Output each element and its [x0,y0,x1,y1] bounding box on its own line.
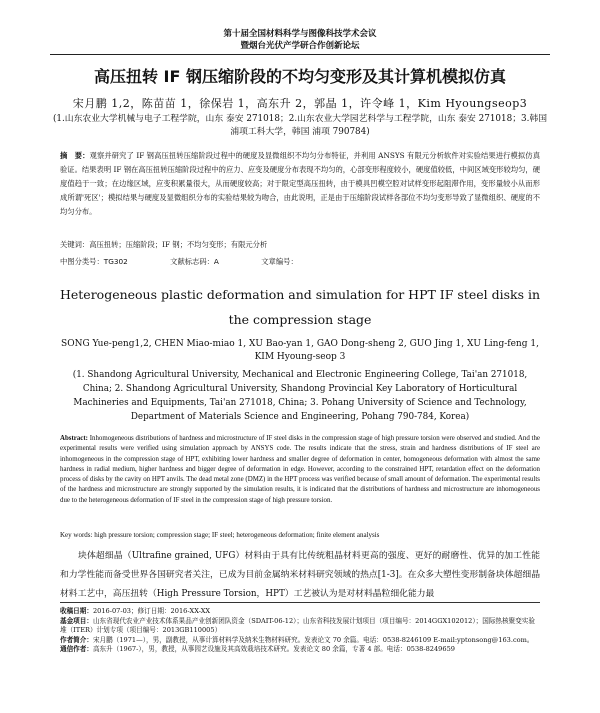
chinese-keywords-text: 高压扭转；压缩阶段；IF 钢；不均匀变形；有限元分析 [89,240,268,249]
header-divider [50,54,550,55]
body-paragraph: 块体超细晶（Ultrafine grained, UFG）材料由于具有比传统粗晶材料更高的强度、更好的耐磨性、优异的加工性能和力学性能而备受世界各国研究者关注，已成为目前金属纳米材料研究领域的热点[1-3]。在众多大塑性变形制备块体超细晶材料工艺中，高压扭转（High Pressure Torsion，HPT）工艺被认为是对材料晶粒细化能力最 [60,551,540,599]
footnote-fund [60,617,540,636]
footnote-contact [60,645,540,655]
chinese-abstract-text: 观察并研究了 IF 钢高压扭转压缩阶段过程中的硬度及显微组织不均匀分布特征，并利用 ANSYS 有限元分析软件对实验结果进行模拟仿真验证。结果表明 IF 钢在高压扭转压缩阶段过程中的应力、应变及硬度分布表现不均匀的，心部变形程度较小，硬度值较低，中间区域变形较均匀，硬度值趋于一致；在边缘区域，应变积累量很大，从而硬度较高；对于限定型高压扭转，由于模具凹模空腔对试样变形起阻滞作用，变形量较小从而形成所谓'死区'；模拟结果与硬度及显微组织分布的实验结果较为吻合，由此说明，正是由于压缩阶段试样各部位不均匀变形导致了显微组织、硬度的不均匀分布。 [60,151,540,216]
conference-header [0,28,600,52]
chinese-abstract [60,149,540,219]
english-abstract-label: Abstract: [60,435,88,442]
footnote-divider [60,602,540,603]
fund-label: 基金项目： [60,616,93,625]
chinese-keywords-label: 关键词： [60,240,90,249]
chinese-affiliation: (1.山东农业大学机械与电子工程学院，山东 泰安 271018；2.山东农业大学园艺科学与工程学院，山东 泰安 271018；3.韩国浦项工科大学，韩国 浦项 790784) [52,114,548,137]
received-label: 收稿日期： [60,607,93,615]
english-keywords [60,531,540,539]
english-abstract-text: Inhomogeneous distributions of hardness and microstructure of IF steel disks in the compression stage of high pressure torsion were observed and studied. And the experimental results were verified using simulation approach by ANSYS code. The results indicate that the stress, strain and hardness distributions of IF steel are inhomogeneous in the compression stage of HPT, exhibiting lower hardness and smaller degree of deformation in center, homogeneous deformation with almost the same hardness in radial medium, higher hardness and bigger degree of deformation in edge. However, according to the constrained HPT, retardation effect on the deformation process of disks by the cavity on HPT anvils. The dead metal zone (DMZ) in the HPT process was verified because of small amount of deformation. The experimental results of the hardness and microstructure are strongly supported by the simulation results, it is indicated that the distributions of hardness and microstructure are inhomogeneous due to the heterogeneous deformation of IF steel in the compression stage of high pressure torsion. [60,435,540,504]
received-text: 2016-07-03；修订日期：2016-XX-XX [92,607,211,615]
contact-text: 高东升（1967-），男，教授，从事园艺设施及其高效栽培技术研究。发表论文 80 余篇，专著 4 部。电话：0538-8249659 [92,645,455,654]
classification-line [60,257,540,267]
chinese-title: 高压扭转 IF 钢压缩阶段的不均匀变形及其计算机模拟仿真 [93,67,507,86]
document-code: 文献标志码：A [170,257,219,266]
english-keywords-label: Key words: [60,531,93,539]
english-title: Heterogeneous plastic deformation and simulation for HPT IF steel disks in the compression stage [59,287,541,327]
author-label: 作者简介： [60,635,93,644]
footnotes [60,607,540,655]
footnote-received [60,607,540,617]
contact-label: 通信作者： [60,645,93,654]
chinese-keywords [60,240,540,250]
english-affiliation: (1. Shandong Agricultural University, Mechanical and Electronic Engineering College, Tai'an 271018, China; 2. Shandong Agricultural University, Shandong Provincial Key Laboratory of Horticultural Machineries and Equipments, Tai'an 271018, China; 3. Pohang University of Science and Technology, Department of Materials Science and Engineering, Pohang 790-784, Korea) [72,370,528,422]
english-abstract [60,434,540,506]
fund-text: 山东省现代农业产业技术体系果品产业创新团队资金（SDAIT-06-12）；山东省科技发展计划项目（项目编号：2014GGX102012）；国际热核聚变实验堆（ITER）计划专项（项目编号：2013GB110005） [60,616,535,635]
clc-number: 中图分类号：TG302 [60,257,128,266]
chinese-abstract-label: 摘 要： [60,151,90,160]
chinese-authors: 宋月鹏 1,2，陈苗苗 1，徐保岩 1，高东升 2，郭晶 1，许令峰 1，Kim Hyoungseop3 [72,97,528,110]
english-keywords-text: high pressure torsion; compression stage; IF steel; heterogeneous deformation; finite element analysis [94,531,380,539]
footnote-author [60,636,540,646]
english-authors: SONG Yue-peng1,2, CHEN Miao-miao 1, XU Bao-yan 1, GAO Dong-sheng 2, GUO Jing 1, XU Ling-feng 1, KIM Hyoung-seop 3 [61,339,539,362]
article-id: 文章编号： [261,257,298,266]
conference-header-line1: 第十届全国材料科学与图像科技学术会议 [223,29,377,39]
author-text: 宋月鹏（1971—），男，副教授，从事计算材料学及纳米生物材料研究。发表论文 70 余篇。电话：0538-8246109 E-mail:yptonsong@163.com。 [92,635,534,644]
conference-header-line2: 暨烟台光伏产学研合作创新论坛 [240,41,360,51]
